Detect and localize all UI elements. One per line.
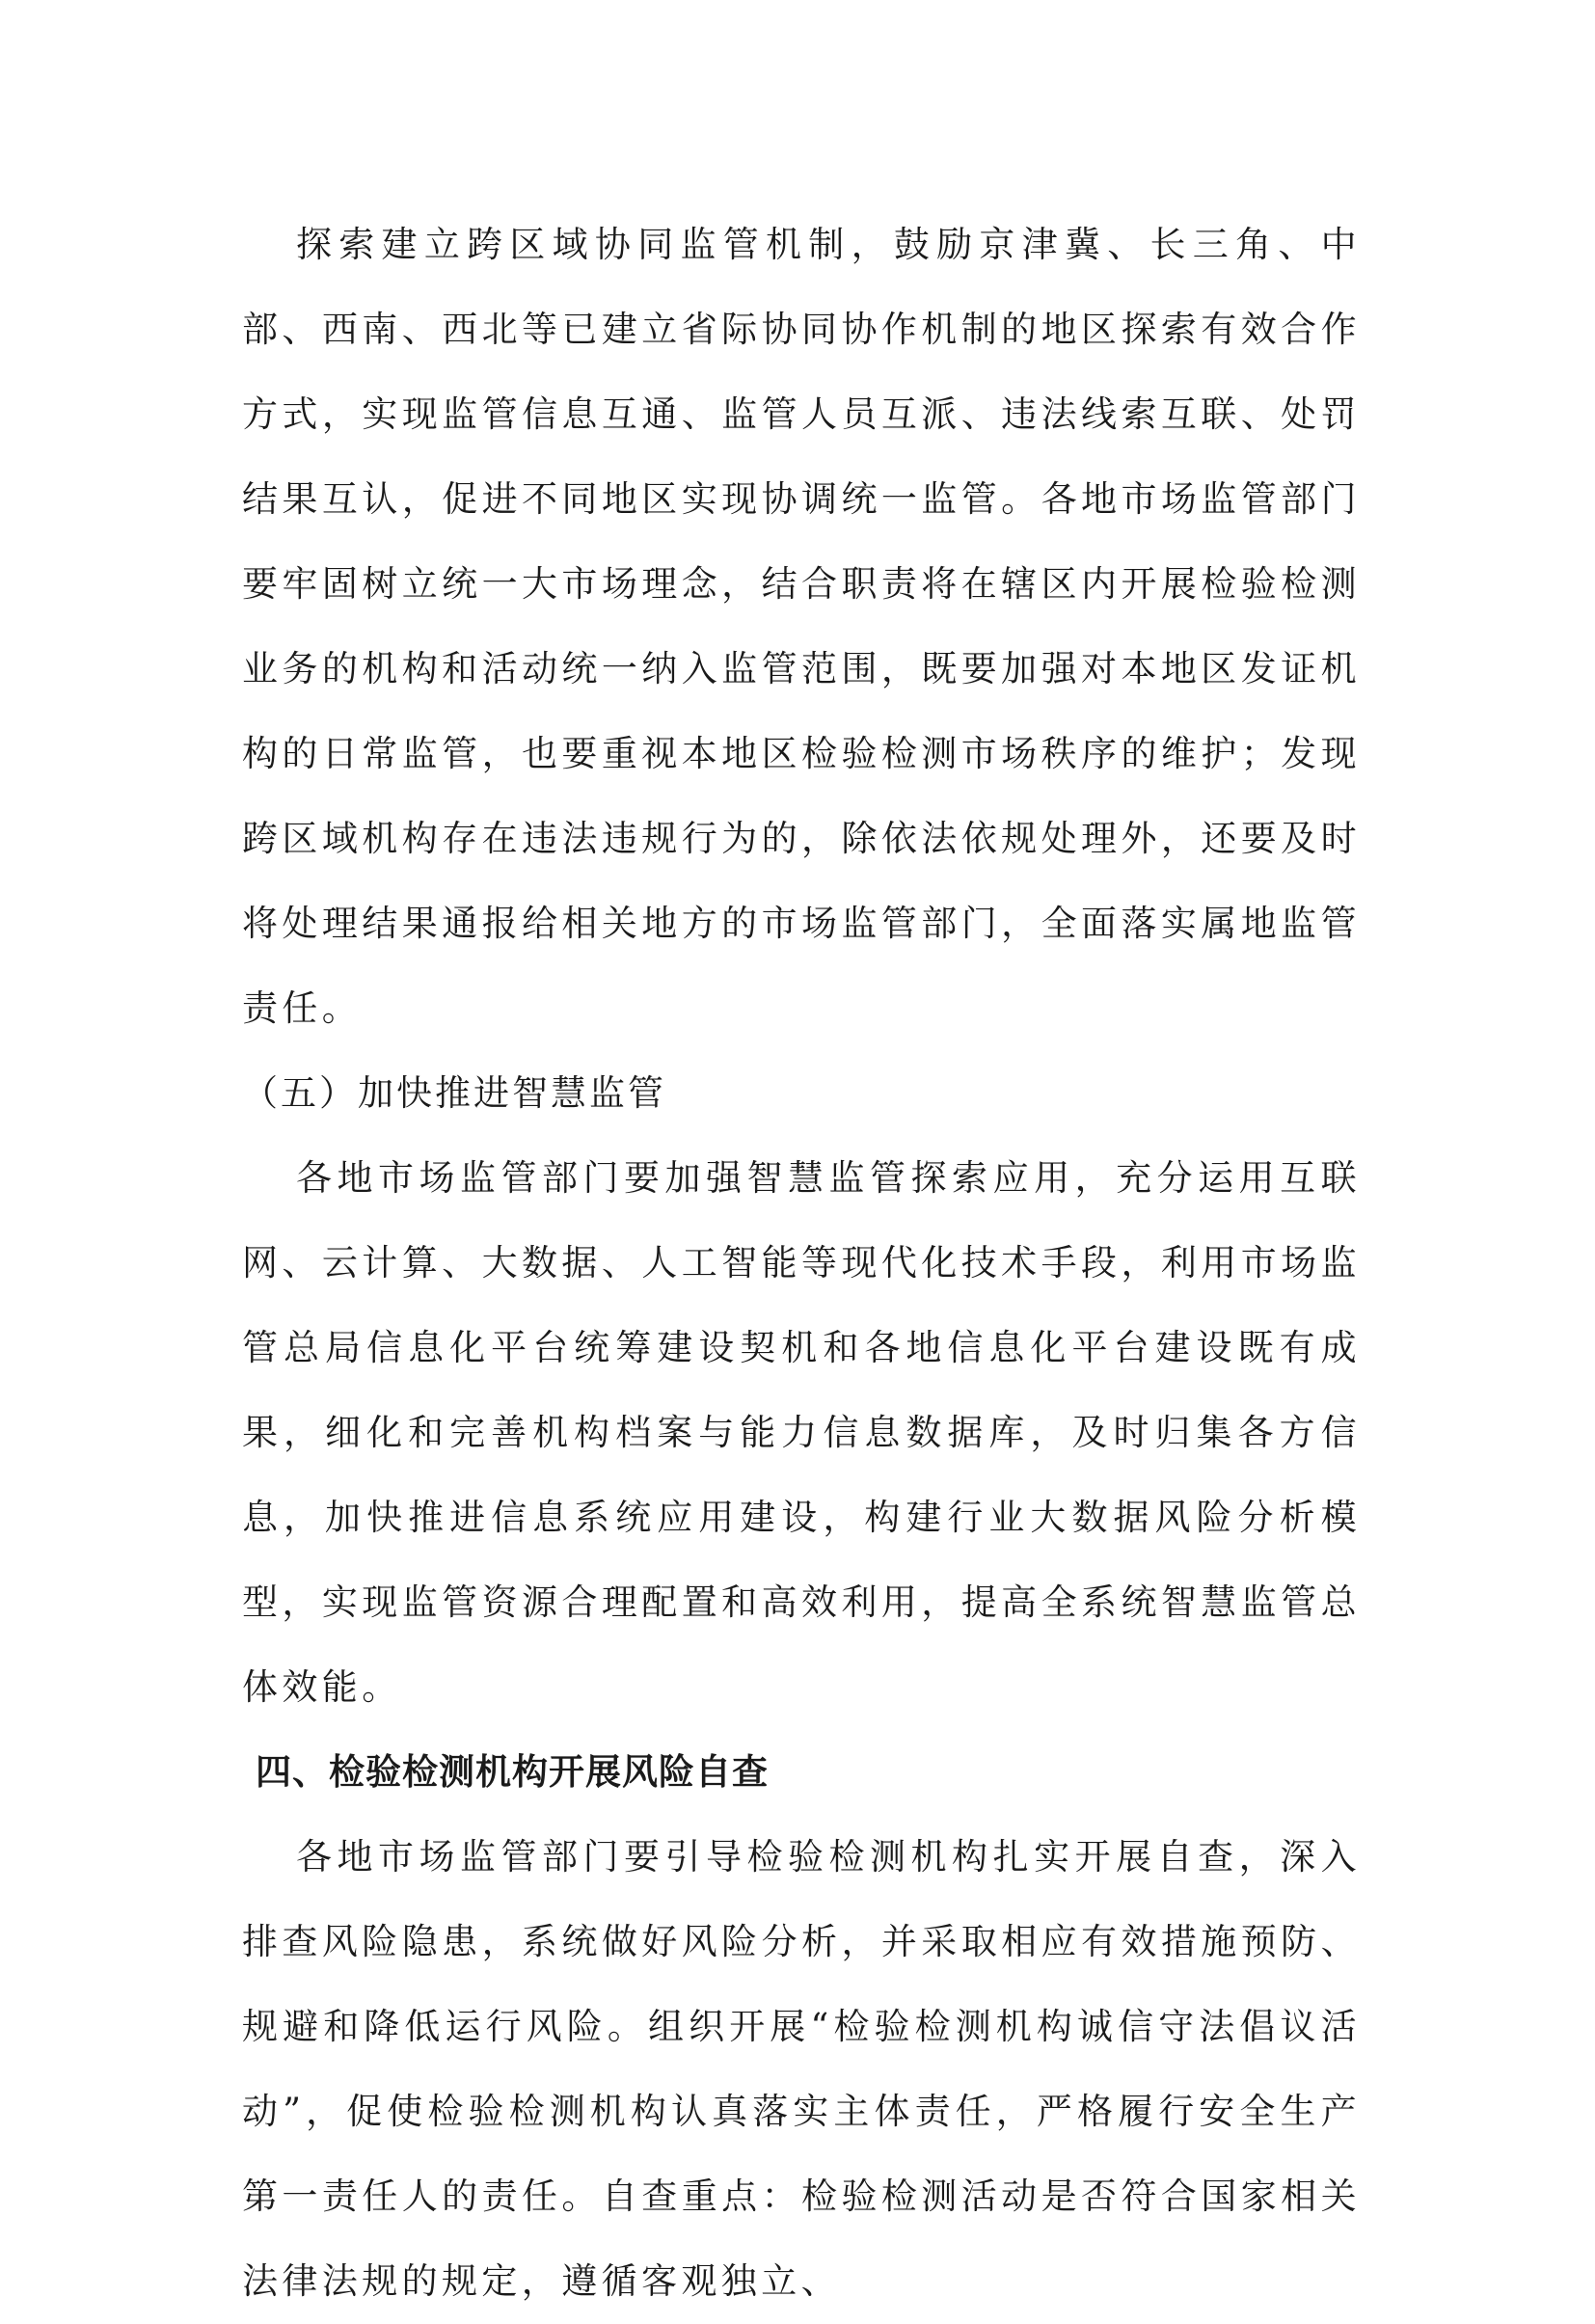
heading-risk-self-inspection: 四、检验检测机构开展风险自查 [256, 1751, 769, 1793]
paragraph-cross-region-supervision: 探索建立跨区域协同监管机制，鼓励京津冀、长三角、中部、西南、西北等已建立省际协同协作机制的地区探索有效合作方式，实现监管信息互通、监管人员互派、违法线索互联、处罚结果互认，促进不同地区实现协调统一监管。各地市场监管部门要牢固树立统一大市场理念，结合职责将在辖区内开展检验检测业务的机构和活动统一纳入监管范围，既要加强对本地区发证机构的日常监管，也要重视本地区检验检测市场秩序的维护；发现跨区域机构存在违法违规行为的，除依法依规处理外，还要及时将处理结果通报给相关地方的市场监管部门，全面落实属地监管责任。 [242, 224, 1361, 1029]
document-body [242, 203, 1361, 2324]
subheading-smart-supervision: （五）加快推进智慧监管 [242, 1072, 666, 1114]
paragraph-risk-self-inspection: 各地市场监管部门要引导检验检测机构扎实开展自查，深入排查风险隐患，系统做好风险分析，并采取相应有效措施预防、规避和降低运行风险。组织开展“检验检测机构诚信守法倡议活动”，促使检验检测机构认真落实主体责任，严格履行安全生产第一责任人的责任。自查重点：检验检测活动是否符合国家相关法律法规的规定，遵循客观独立、 [242, 1836, 1361, 2302]
paragraph-smart-supervision: 各地市场监管部门要加强智慧监管探索应用，充分运用互联网、云计算、大数据、人工智能等现代化技术手段，利用市场监管总局信息化平台统筹建设契机和各地信息化平台建设既有成果，细化和完善机构档案与能力信息数据库，及时归集各方信息，加快推进信息系统应用建设，构建行业大数据风险分析模型，实现监管资源合理配置和高效利用，提高全系统智慧监管总体效能。 [242, 1157, 1361, 1708]
